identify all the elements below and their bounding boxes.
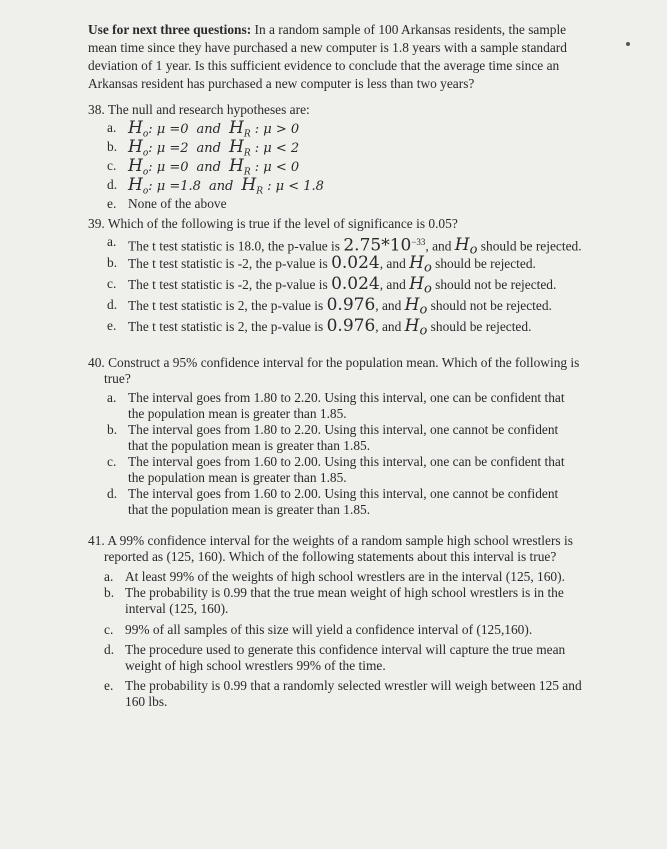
intro-line: deviation of 1 year. Is this sufficient evidence to conclude that the average time since an — [88, 58, 560, 73]
option-text-mid: , and — [379, 256, 410, 271]
intro-line: In a random sample of 100 Arkansas residents, the sample — [251, 22, 567, 37]
hypothesis-symbol — [228, 118, 251, 140]
mu-equals: : μ = — [148, 122, 181, 137]
scan-speck — [626, 42, 630, 46]
h-letter: H — [228, 137, 244, 157]
option-text: 99% of all samples of this size will yield a confidence interval of (125,160). — [125, 622, 533, 637]
null-hypothesis-symbol — [409, 274, 432, 297]
option-text: The interval goes from 1.80 to 2.20. Using this interval, one cannot be confident — [128, 422, 559, 437]
null-hypothesis-symbol — [404, 295, 428, 318]
mu-equals: : μ = — [148, 141, 181, 156]
h-letter: H — [128, 175, 143, 195]
option-label: d. — [104, 642, 115, 657]
option-label: b. — [107, 139, 118, 154]
null-value: 2 — [180, 141, 189, 156]
option-label: a. — [107, 390, 117, 405]
h-subscript: R — [243, 129, 251, 140]
question-stem: reported as (125, 160). Which of the following statements about this interval is true? — [104, 549, 557, 564]
intro-line: mean time since they have purchased a new computer is 1.8 years with a sample standard — [88, 40, 567, 55]
option-text-end: should not be rejected. — [427, 298, 552, 313]
research-value: > 0 — [275, 122, 300, 137]
option-label: a. — [107, 234, 117, 249]
option-text-mid: , and — [375, 319, 405, 334]
intro-bold: Use for next three questions: — [88, 22, 252, 37]
hypothesis-symbol — [128, 118, 149, 140]
p-value: 0.024 — [331, 274, 380, 294]
option-label: c. — [104, 622, 114, 637]
option-text: weight of high school wrestlers 99% of the time. — [125, 658, 386, 673]
null-value: 0 — [180, 160, 189, 175]
h-letter: H — [128, 118, 143, 138]
option-label: e. — [107, 196, 117, 211]
mu-symbol: : μ — [250, 122, 276, 137]
option-text: the population mean is greater than 1.85. — [128, 406, 347, 421]
option-text-start: The t test statistic is 2, the p-value is — [128, 298, 327, 313]
option-text: The interval goes from 1.60 to 2.00. Using this interval, one can be confident that — [128, 454, 565, 469]
hypothesis-symbol — [228, 137, 251, 159]
option-label: e. — [107, 318, 117, 333]
mu-symbol: : μ — [250, 160, 276, 175]
option-text: that the population mean is greater than 1.85. — [128, 502, 371, 517]
h-letter: H — [228, 156, 244, 176]
h-letter: H — [241, 175, 257, 195]
option-label: d. — [107, 297, 118, 312]
h-subscript: o — [419, 323, 428, 339]
option-label: a. — [107, 120, 117, 135]
option-text: the population mean is greater than 1.85. — [128, 470, 347, 485]
research-value: < 0 — [275, 160, 300, 175]
h-subscript: o — [142, 167, 149, 178]
and-word: and — [196, 122, 221, 137]
mu-equals: : μ = — [148, 160, 181, 175]
h-subscript: o — [423, 260, 432, 276]
option-label: c. — [107, 276, 117, 291]
mu-equals: : μ = — [148, 179, 181, 194]
h-letter: H — [404, 295, 420, 315]
option-text — [128, 196, 227, 212]
question-stem: true? — [104, 371, 131, 386]
question-stem: 39. Which of the following is true if the level of significance is 0.05? — [88, 216, 458, 231]
option-text-end: should be rejected. — [427, 319, 532, 334]
null-hypothesis-symbol — [409, 253, 432, 276]
question-stem: 38. The null and research hypotheses are: — [88, 102, 310, 117]
and-word: and — [196, 141, 221, 156]
h-subscript: o — [419, 302, 428, 318]
option-text-mid: , and — [375, 298, 405, 313]
hypothesis-symbol — [128, 137, 149, 159]
h-letter: H — [128, 156, 143, 176]
p-value: 0.976 — [326, 316, 376, 336]
h-subscript: o — [142, 129, 149, 140]
hypothesis-symbol — [228, 156, 251, 178]
option-label: b. — [104, 585, 115, 600]
option-text — [128, 316, 531, 342]
h-subscript: R — [256, 186, 263, 197]
option-text: The procedure used to generate this confidence interval will capture the true mean — [125, 642, 566, 657]
option-text: 160 lbs. — [125, 694, 168, 709]
null-hypothesis-symbol — [454, 235, 478, 259]
intro-line: Arkansas resident has purchased a new computer is less than two years? — [88, 76, 475, 91]
option-text-end: should be rejected. — [431, 256, 536, 271]
hypothesis-symbol — [128, 156, 149, 178]
and-word: and — [208, 179, 234, 194]
question-stem: 40. Construct a 95% confidence interval for the population mean. Which of the following is — [88, 355, 580, 370]
h-letter: H — [409, 253, 424, 273]
option-label: e. — [104, 678, 114, 693]
null-hypothesis-symbol — [404, 316, 428, 339]
research-value: < 2 — [275, 141, 300, 156]
option-text: The probability is 0.99 that a randomly selected wrestler will weigh between 125 and — [125, 678, 582, 693]
option-text: The probability is 0.99 that the true mean weight of high school wrestlers is in the — [125, 585, 564, 600]
option-label: d. — [107, 486, 118, 501]
h-letter: H — [404, 316, 420, 336]
h-subscript: o — [423, 281, 432, 297]
option-text-end: should be rejected. — [477, 238, 582, 254]
option-text-end: should not be rejected. — [431, 277, 557, 292]
h-letter: H — [454, 235, 470, 256]
h-letter: H — [128, 137, 143, 157]
h-subscript: o — [142, 186, 149, 197]
research-value: < 1.8 — [288, 179, 324, 194]
option-text-start: The t test statistic is -2, the p-value is — [128, 277, 332, 292]
h-subscript: R — [243, 167, 251, 178]
hypothesis-symbol — [241, 175, 263, 197]
option-text: None of the above — [128, 196, 227, 211]
option-text: At least 99% of the weights of high school wrestlers are in the interval (125, 160). — [125, 569, 565, 584]
option-text-mid: , and — [425, 238, 455, 254]
and-word: and — [196, 160, 221, 175]
mu-symbol: : μ — [263, 179, 289, 194]
option-text-mid: , and — [379, 277, 410, 292]
option-label: c. — [107, 454, 117, 469]
option-text: The interval goes from 1.60 to 2.00. Using this interval, one cannot be confident — [128, 486, 559, 501]
null-value: 1.8 — [180, 179, 201, 194]
option-text-start: The t test statistic is -2, the p-value is — [128, 256, 332, 271]
option-label: b. — [107, 422, 118, 437]
option-label: b. — [107, 255, 118, 270]
p-value: 0.976 — [326, 295, 376, 315]
h-subscript: R — [243, 148, 251, 159]
option-text: that the population mean is greater than 1.85. — [128, 438, 371, 453]
hypothesis-symbol — [128, 175, 149, 197]
option-label: c. — [107, 158, 117, 173]
h-subscript: o — [469, 243, 478, 259]
mu-symbol: : μ — [250, 141, 276, 156]
option-label: a. — [104, 569, 114, 584]
null-value: 0 — [180, 122, 189, 137]
option-text-start: The t test statistic is 18.0, the p-value is — [128, 238, 344, 254]
option-text: interval (125, 160). — [125, 601, 229, 616]
h-subscript: o — [142, 148, 149, 159]
option-label: d. — [107, 177, 118, 192]
option-text-start: The t test statistic is 2, the p-value is — [128, 319, 327, 334]
p-value: 2.75*10 — [343, 235, 412, 256]
h-letter: H — [228, 118, 244, 138]
p-value: 0.024 — [331, 253, 380, 273]
question-stem: 41. A 99% confidence interval for the weights of a random sample high school wrestlers is — [88, 533, 573, 548]
p-value-exponent: −33 — [411, 237, 426, 247]
option-text: The interval goes from 1.80 to 2.20. Using this interval, one can be confident that — [128, 390, 565, 405]
h-letter: H — [409, 274, 424, 294]
